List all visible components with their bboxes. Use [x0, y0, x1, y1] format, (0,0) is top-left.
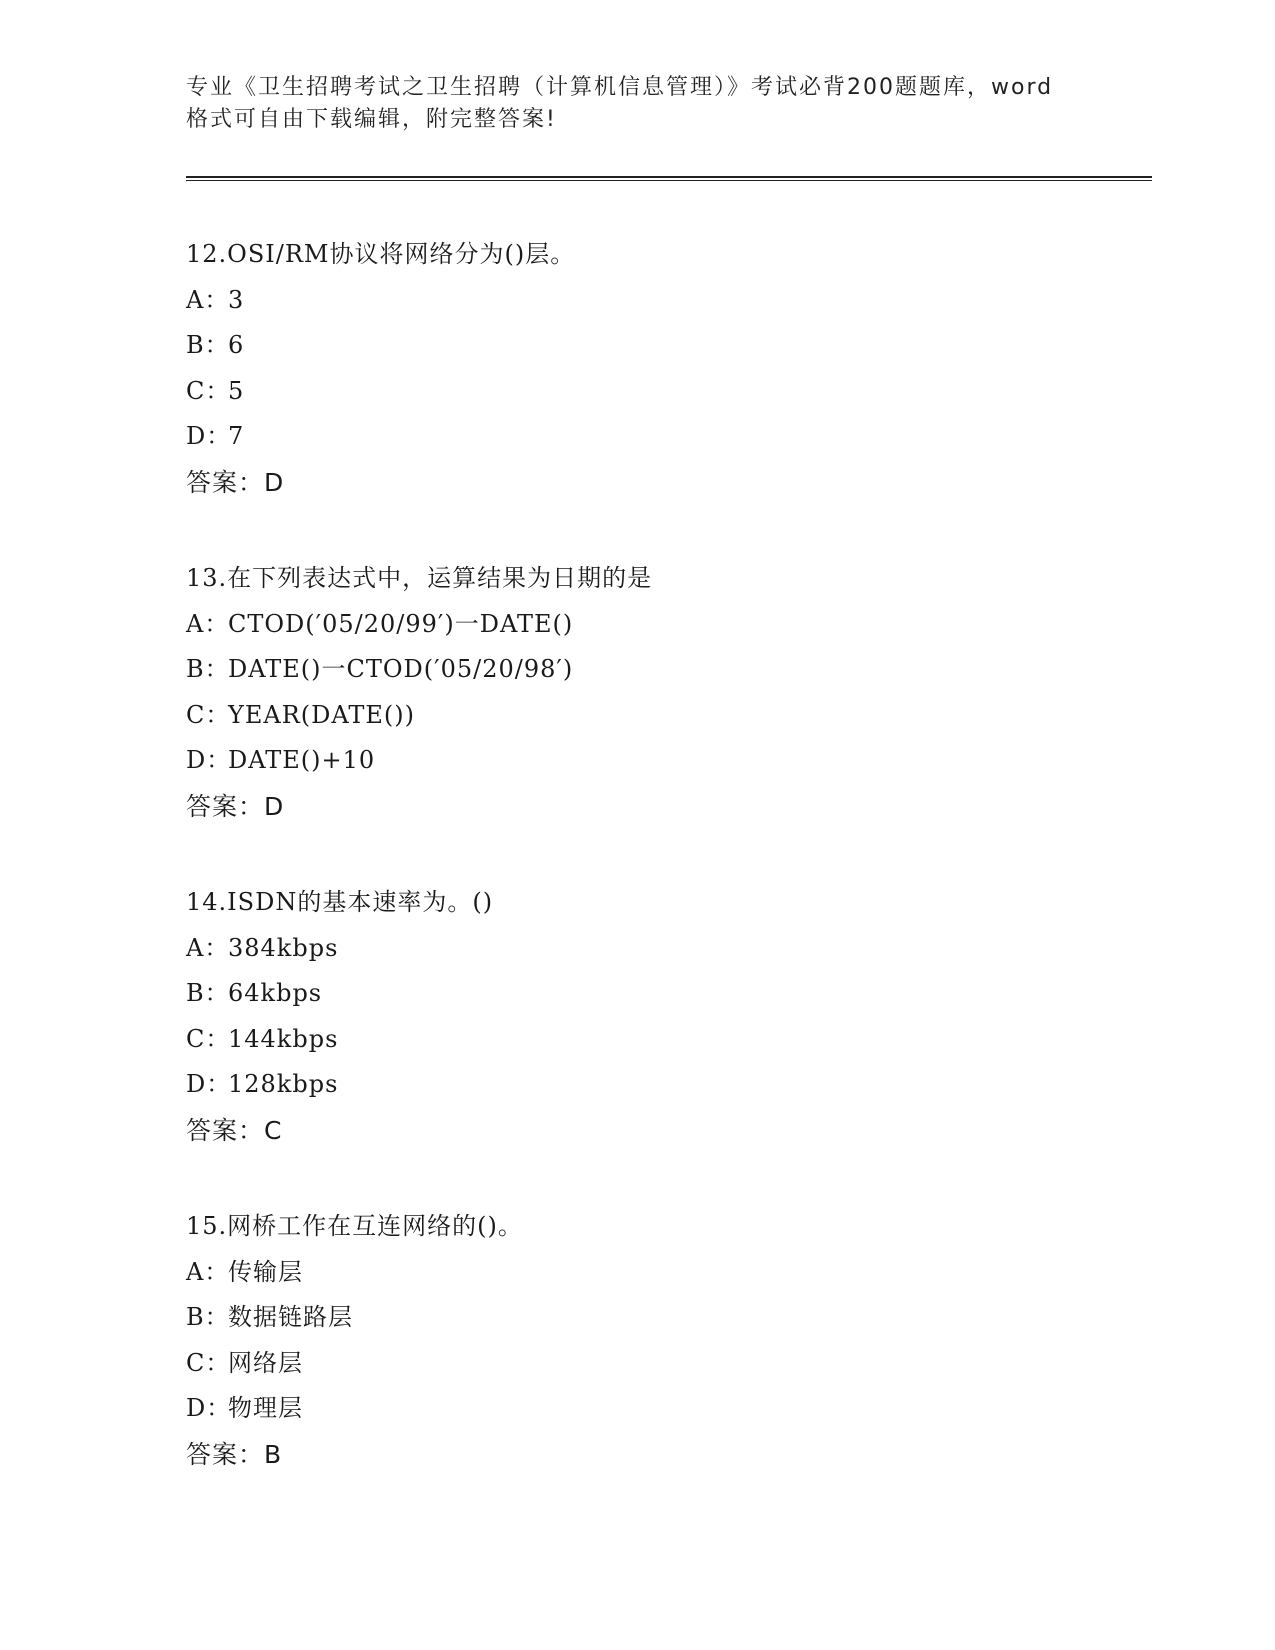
option-text: DATE()+10	[228, 746, 376, 774]
option-key: C：	[186, 376, 231, 405]
option-b	[186, 971, 1146, 1017]
header-line-2: 格式可自由下载编辑，附完整答案!	[186, 107, 557, 132]
option-key: C：	[186, 1348, 231, 1377]
document-header	[186, 72, 1086, 136]
option-key: D：	[186, 1070, 232, 1098]
option-text: 384kbps	[228, 933, 339, 962]
option-key: B：	[186, 331, 230, 359]
answer-line: 答案：B	[186, 1439, 283, 1469]
option-key: A：	[186, 1257, 230, 1286]
option-key: A：	[186, 609, 230, 638]
question-stem: 13.在下列表达式中，运算结果为日期的是	[186, 564, 653, 592]
option-text: CTOD(′05/20/99′)一DATE()	[228, 609, 574, 638]
question-13	[186, 556, 1146, 829]
question-stem: 15.网桥工作在互连网络的()。	[186, 1212, 523, 1240]
answer-line: 答案：D	[186, 467, 285, 497]
option-c	[186, 369, 1146, 415]
option-text: 6	[228, 331, 245, 359]
answer-line: 答案：D	[186, 791, 285, 821]
option-text: 数据链路层	[228, 1303, 353, 1331]
option-c	[186, 693, 1146, 739]
option-key: C：	[186, 700, 231, 729]
option-a	[186, 602, 1146, 648]
option-text: DATE()一CTOD(′05/20/98′)	[228, 655, 574, 683]
answer-line: 答案：C	[186, 1115, 283, 1145]
option-text: YEAR(DATE())	[228, 700, 416, 729]
option-key: D：	[186, 746, 232, 774]
question-12	[186, 232, 1146, 505]
question-15	[186, 1204, 1146, 1477]
option-b	[186, 1295, 1146, 1341]
option-c	[186, 1017, 1146, 1063]
option-text: 144kbps	[228, 1024, 339, 1053]
option-key: D：	[186, 1394, 232, 1422]
option-text: 64kbps	[228, 979, 323, 1007]
question-stem: 12.OSI/RM协议将网络分为()层。	[186, 240, 576, 268]
question-list	[186, 232, 1146, 1528]
question-14	[186, 880, 1146, 1153]
option-key: B：	[186, 655, 230, 683]
option-text: 传输层	[228, 1257, 303, 1286]
option-text: 网络层	[228, 1348, 303, 1377]
header-line-1: 专业《卫生招聘考试之卫生招聘（计算机信息管理）》考试必背200题题库，word	[186, 75, 1054, 100]
option-a	[186, 278, 1146, 324]
option-text: 物理层	[228, 1394, 303, 1422]
option-a	[186, 926, 1146, 972]
option-d	[186, 738, 1146, 784]
option-text: 3	[228, 285, 245, 314]
option-key: A：	[186, 933, 230, 962]
option-a	[186, 1250, 1146, 1296]
option-key: B：	[186, 979, 230, 1007]
option-text: 128kbps	[228, 1070, 339, 1098]
option-d	[186, 1386, 1146, 1432]
option-b	[186, 647, 1146, 693]
option-key: B：	[186, 1303, 230, 1331]
option-text: 5	[228, 376, 245, 405]
option-key: D：	[186, 422, 232, 450]
question-stem: 14.ISDN的基本速率为。()	[186, 888, 494, 916]
option-d	[186, 1062, 1146, 1108]
option-b	[186, 323, 1146, 369]
option-key: C：	[186, 1024, 231, 1053]
option-key: A：	[186, 285, 230, 314]
option-text: 7	[228, 422, 245, 450]
header-divider	[186, 176, 1152, 181]
option-d	[186, 414, 1146, 460]
option-c	[186, 1341, 1146, 1387]
